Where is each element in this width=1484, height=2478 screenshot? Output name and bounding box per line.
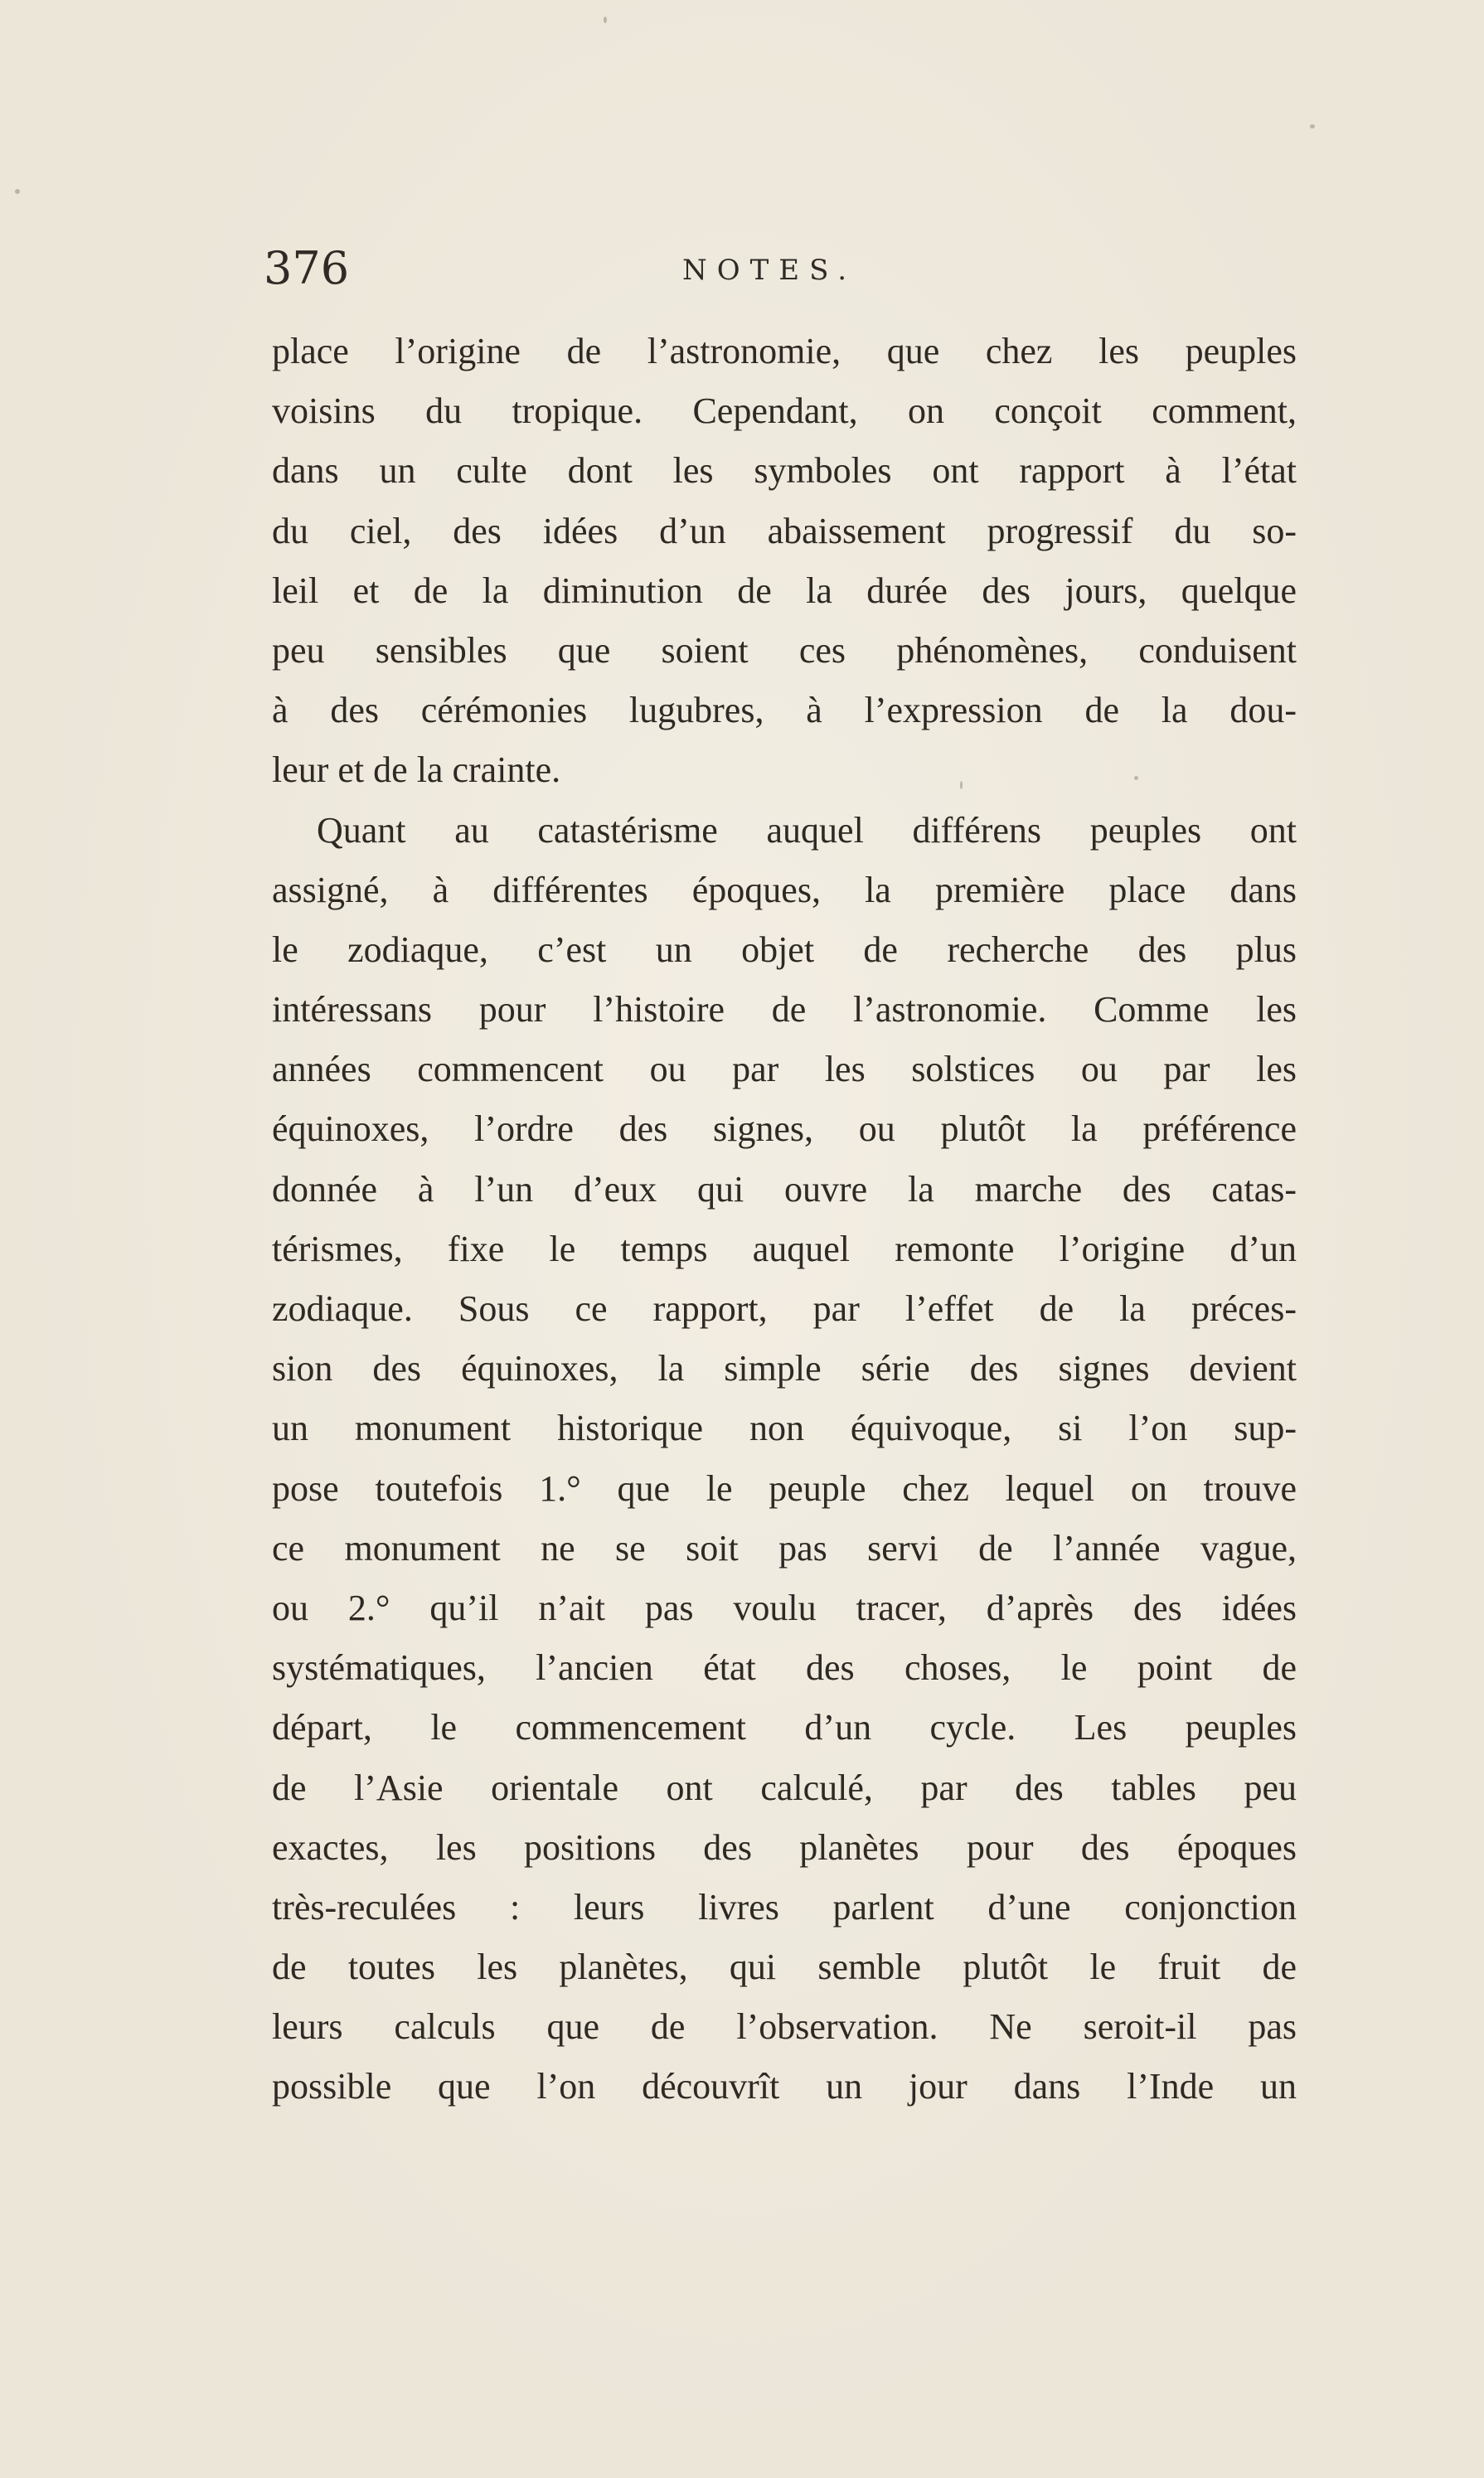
text-line: possible que l’on découvrît un jour dans l’Inde un bbox=[272, 2066, 1297, 2107]
text-line: dans un culte dont les symboles ont rapport à l’état bbox=[272, 450, 1297, 492]
text-line: de l’Asie orientale ont calculé, par des tables peu bbox=[272, 1767, 1297, 1808]
text-line: à des cérémonies lugubres, à l’expression de la dou- bbox=[272, 690, 1297, 731]
paper-speck bbox=[1134, 776, 1138, 780]
text-line: Quant au catastérisme auquel différens peuples ont bbox=[317, 809, 1297, 851]
text-line: départ, le commencement d’un cycle. Les peuples bbox=[272, 1707, 1297, 1748]
body-text bbox=[272, 322, 1297, 2117]
text-line: du ciel, des idées d’un abaissement progressif du so- bbox=[272, 510, 1297, 551]
text-line: ce monument ne se soit pas servi de l’année vague, bbox=[272, 1527, 1297, 1569]
text-line: années commencent ou par les solstices ou par les bbox=[272, 1049, 1297, 1090]
text-line: zodiaque. Sous ce rapport, par l’effet de la préces- bbox=[272, 1288, 1297, 1329]
paper-speck bbox=[15, 189, 20, 194]
text-line: de toutes les planètes, qui semble plutôt le fruit de bbox=[272, 1947, 1297, 1988]
text-line: leur et de la crainte. bbox=[272, 749, 561, 791]
page-number: 376 bbox=[264, 242, 350, 294]
text-line: sion des équinoxes, la simple série des signes devient bbox=[272, 1348, 1297, 1389]
text-line: systématiques, l’ancien état des choses, le point de bbox=[272, 1647, 1297, 1689]
text-line: leil et de la diminution de la durée des jours, quelque bbox=[272, 570, 1297, 611]
text-line: pose toutefois 1.° que le peuple chez lequel on trouve bbox=[272, 1467, 1297, 1509]
text-line: leurs calculs que de l’observation. Ne seroit-il pas bbox=[272, 2006, 1297, 2048]
text-line: ou 2.° qu’il n’ait pas voulu tracer, d’après des idées bbox=[272, 1587, 1297, 1628]
text-line: donnée à l’un d’eux qui ouvre la marche des catas- bbox=[272, 1168, 1297, 1210]
text-line: très-reculées : leurs livres parlent d’une conjonction bbox=[272, 1886, 1297, 1928]
paper-speck bbox=[960, 781, 963, 789]
text-line: le zodiaque, c’est un objet de recherche des plus bbox=[272, 929, 1297, 970]
running-head: NOTES. bbox=[682, 254, 857, 287]
text-line: équinoxes, l’ordre des signes, ou plutôt la préférence bbox=[272, 1108, 1297, 1150]
text-line: térismes, fixe le temps auquel remonte l’origine d’un bbox=[272, 1228, 1297, 1269]
text-line: peu sensibles que soient ces phénomènes, conduisent bbox=[272, 629, 1297, 671]
text-line: un monument historique non équivoque, si l’on sup- bbox=[272, 1408, 1297, 1449]
text-line: place l’origine de l’astronomie, que chez les peuples bbox=[272, 331, 1297, 371]
paper-speck bbox=[1310, 124, 1315, 129]
text-line: exactes, les positions des planètes pour des époques bbox=[272, 1826, 1297, 1868]
text-line: voisins du tropique. Cependant, on conçoit comment, bbox=[272, 390, 1297, 432]
page-header bbox=[264, 242, 1325, 308]
text-line: assigné, à différentes époques, la première place dans bbox=[272, 869, 1297, 910]
text-line: intéressans pour l’histoire de l’astronomie. Comme les bbox=[272, 989, 1297, 1030]
paper-speck bbox=[604, 17, 607, 23]
